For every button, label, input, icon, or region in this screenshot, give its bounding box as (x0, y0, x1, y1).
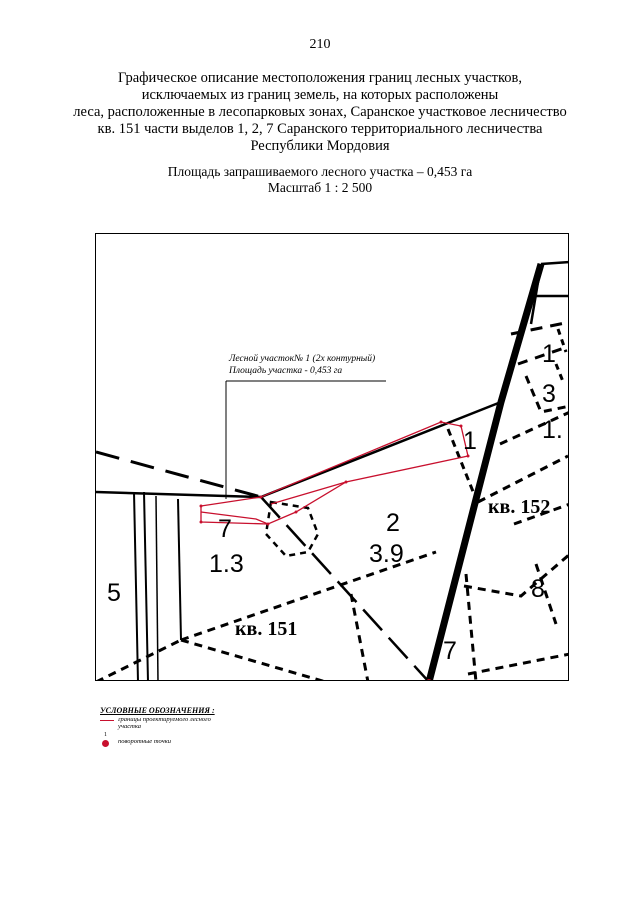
legend-boundary-line-icon (100, 720, 114, 721)
scale-statement: Масштаб 1 : 2 500 (267, 180, 373, 195)
dashed-boundary-152-lower (464, 554, 569, 596)
label-vydel-1-top: 1 (542, 340, 556, 368)
label-vydel-1b-top: 1. (542, 416, 563, 444)
turning-point (345, 481, 348, 484)
dashed-boundary-151-4 (351, 594, 368, 681)
label-vydel-8: 8 (531, 575, 545, 603)
legend-point-dot-icon (102, 740, 109, 747)
legend-title: УСЛОВНЫЕ ОБОЗНАЧЕНИЯ : (100, 706, 215, 715)
label-kv-152: кв. 152 (488, 496, 551, 518)
parcel-callout (229, 353, 375, 377)
callout-line-2: Площадь участка - 0,453 га (229, 366, 343, 376)
label-vydel-1: 1 (463, 427, 477, 455)
document-title (0, 70, 640, 155)
parcel-boundary (201, 422, 468, 524)
solid-boundary-left-4 (178, 499, 181, 640)
label-vydel-7-area: 1.3 (209, 550, 244, 578)
dashed-diagonal (261, 497, 429, 681)
legend-point-number: 1 (104, 732, 107, 738)
turning-point (260, 496, 263, 499)
callout-line-1: Лесной участок№ 1 (2х контурный) (229, 354, 376, 364)
dashed-boundary-8 (466, 574, 476, 681)
turning-point (295, 511, 298, 514)
solid-boundary-left-3 (144, 492, 148, 681)
solid-boundary-left-2 (134, 492, 138, 681)
turning-point (200, 505, 203, 508)
label-vydel-7: 7 (218, 515, 232, 543)
title-line-4: кв. 151 части выделов 1, 2, 7 Саранского территориального лесничества (97, 121, 543, 137)
solid-boundary-left-5 (156, 496, 158, 681)
title-line-2: исключаемых из границ земель, на которых расположены (141, 87, 499, 103)
dashed-boundary-right-4 (556, 329, 566, 384)
solid-boundary-left-1 (96, 492, 261, 497)
map-drawing (96, 234, 569, 681)
legend-point-label: поворотные точки (118, 738, 171, 745)
title-line-5: Республики Мордовия (250, 138, 390, 154)
legend-boundary-row (100, 715, 215, 729)
dashed-boundary-top-left (96, 452, 261, 497)
legend (100, 706, 215, 751)
page-number: 210 (309, 37, 331, 52)
dashed-boundary-151-2 (181, 640, 326, 681)
label-vydel-3-top: 3 (542, 380, 556, 408)
title-line-3: леса, расположенные в лесопарковых зонах, Саранское участковое лесничество (73, 104, 567, 120)
quarter-boundary-thick (429, 264, 541, 681)
forest-map (95, 233, 569, 681)
callout-leader (226, 381, 386, 499)
turning-point (200, 521, 203, 524)
title-line-1: Графическое описание местоположения границ лесных участков, (117, 70, 523, 86)
turning-point (440, 421, 443, 424)
label-kv-151: кв. 151 (235, 618, 298, 640)
label-vydel-7b: 7 (443, 637, 457, 665)
turning-point (267, 523, 270, 526)
label-vydel-2: 2 (386, 509, 400, 537)
dashed-boundary-8b (468, 654, 569, 674)
legend-boundary-label: границы проектируемого лесного участка (118, 716, 211, 730)
legend-point-row (100, 729, 215, 751)
area-statement: Площадь запрашиваемого лесного участка – 0,453 га (167, 164, 473, 179)
label-vydel-5: 5 (107, 579, 121, 607)
label-vydel-2-area: 3.9 (369, 540, 404, 568)
